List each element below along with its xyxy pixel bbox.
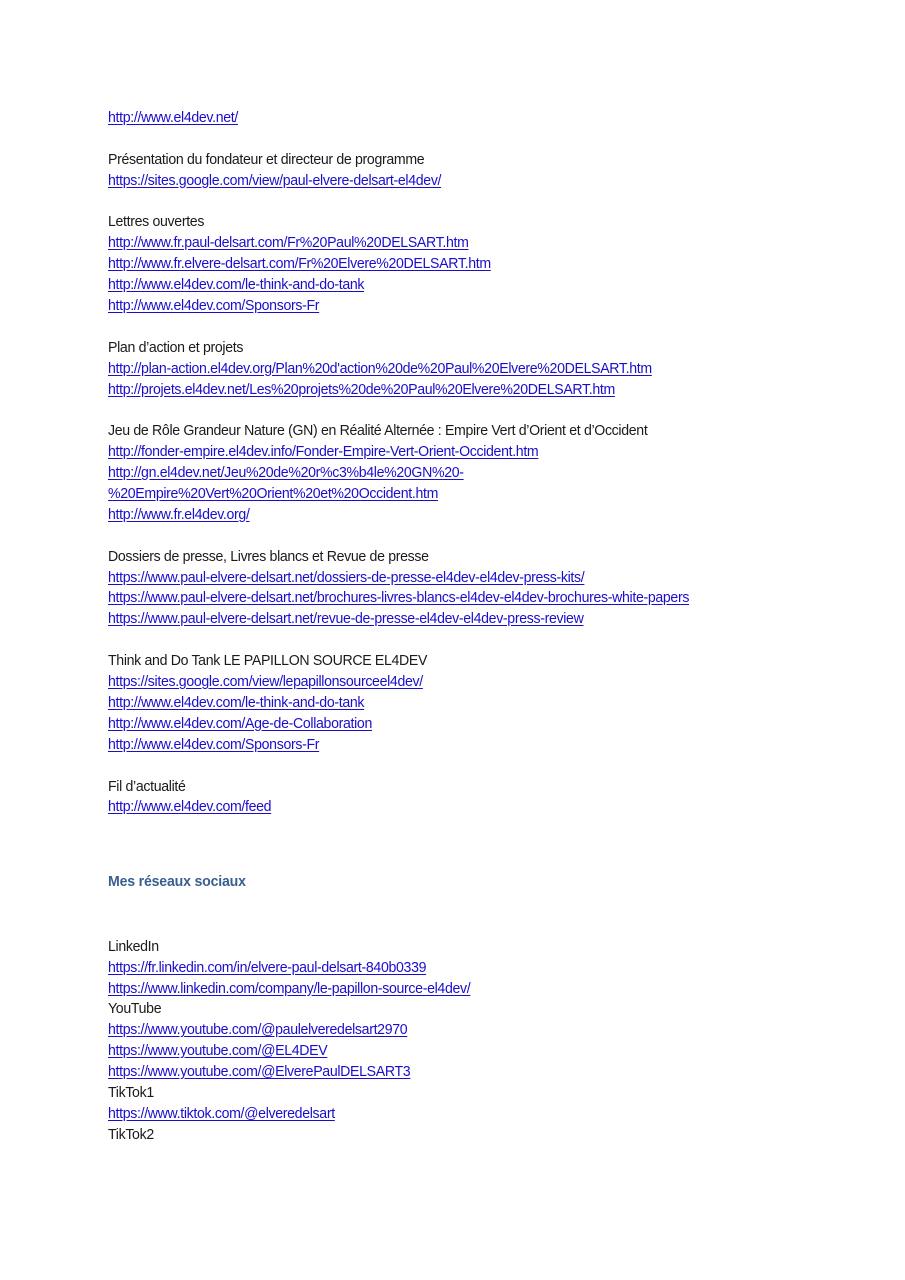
link-youtube-elvere[interactable]: https://www.youtube.com/@ElverePaulDELSART3 [108, 1063, 411, 1081]
link-age-de-collaboration[interactable]: http://www.el4dev.com/Age-de-Collaboration [108, 714, 372, 732]
link-linkedin-profile[interactable]: https://fr.linkedin.com/in/elvere-paul-delsart-840b0339 [108, 958, 427, 976]
link-open-letter-elvere[interactable]: http://www.fr.elvere-delsart.com/Fr%20Elvere%20DELSART.htm [108, 255, 491, 273]
link-press-kits[interactable]: https://www.paul-elvere-delsart.net/dossiers-de-presse-el4dev-el4dev-press-kits/ [108, 568, 585, 586]
link-think-and-do-tank[interactable]: http://www.el4dev.com/le-think-and-do-tank [108, 276, 365, 294]
link-action-plan[interactable]: http://plan-action.el4dev.org/Plan%20d'action%20de%20Paul%20Elvere%20DELSART.htm [108, 359, 652, 377]
label-tiktok1: TikTok1 [108, 1083, 154, 1101]
section-title-press: Dossiers de presse, Livres blancs et Revue de presse [108, 547, 429, 565]
link-sponsors[interactable]: http://www.el4dev.com/Sponsors-Fr [108, 297, 320, 315]
link-youtube-el4dev[interactable]: https://www.youtube.com/@EL4DEV [108, 1042, 328, 1060]
link-open-letter-paul[interactable]: http://www.fr.paul-delsart.com/Fr%20Paul%20DELSART.htm [108, 234, 469, 252]
link-feed[interactable]: http://www.el4dev.com/feed [108, 798, 272, 816]
link-fr-el4dev-org[interactable]: http://www.fr.el4dev.org/ [108, 505, 250, 523]
link-tiktok[interactable]: https://www.tiktok.com/@elveredelsart [108, 1104, 335, 1122]
link-projects[interactable]: http://projets.el4dev.net/Les%20projets%20de%20Paul%20Elvere%20DELSART.htm [108, 380, 615, 398]
label-tiktok2: TikTok2 [108, 1125, 154, 1143]
link-youtube-paul[interactable]: https://www.youtube.com/@paulelveredelsart2970 [108, 1021, 408, 1039]
section-title-news-feed: Fil d’actualité [108, 777, 186, 795]
link-gn-part1[interactable]: http://gn.el4dev.net/Jeu%20de%20r%c3%b4le%20GN%20- [108, 464, 464, 482]
link-el4dev-net[interactable]: http://www.el4dev.net/ [108, 109, 238, 126]
section-title-action-plan: Plan d’action et projets [108, 338, 244, 356]
link-gn-part2[interactable]: %20Empire%20Vert%20Orient%20et%20Occident.htm [108, 485, 439, 503]
link-papillon-source-site[interactable]: https://sites.google.com/view/lepapillonsourceel4dev/ [108, 673, 423, 691]
label-youtube: YouTube [108, 1000, 162, 1018]
link-sponsors-2[interactable]: http://www.el4dev.com/Sponsors-Fr [108, 735, 320, 753]
document-page [108, 108, 808, 1146]
link-fonder-empire[interactable]: http://fonder-empire.el4dev.info/Fonder-Empire-Vert-Orient-Occident.htm [108, 443, 539, 461]
link-think-and-do-tank-2[interactable]: http://www.el4dev.com/le-think-and-do-tank [108, 693, 365, 711]
section-title-think-tank: Think and Do Tank LE PAPILLON SOURCE EL4DEV [108, 652, 428, 670]
label-linkedin: LinkedIn [108, 937, 159, 955]
section-title-role-play: Jeu de Rôle Grandeur Nature (GN) en Réalité Alternée : Empire Vert d’Orient et d’Occident [108, 422, 648, 440]
link-linkedin-company[interactable]: https://www.linkedin.com/company/le-papillon-source-el4dev/ [108, 979, 471, 997]
link-white-papers[interactable]: https://www.paul-elvere-delsart.net/brochures-livres-blancs-el4dev-el4dev-brochures-white-papers [108, 589, 690, 607]
link-founder-site[interactable]: https://sites.google.com/view/paul-elvere-delsart-el4dev/ [108, 171, 442, 189]
link-press-review[interactable]: https://www.paul-elvere-delsart.net/revue-de-presse-el4dev-el4dev-press-review [108, 610, 584, 628]
section-title-founder: Présentation du fondateur et directeur de programme [108, 150, 425, 168]
social-heading: Mes réseaux sociaux [108, 873, 246, 891]
section-title-open-letters: Lettres ouvertes [108, 213, 205, 231]
